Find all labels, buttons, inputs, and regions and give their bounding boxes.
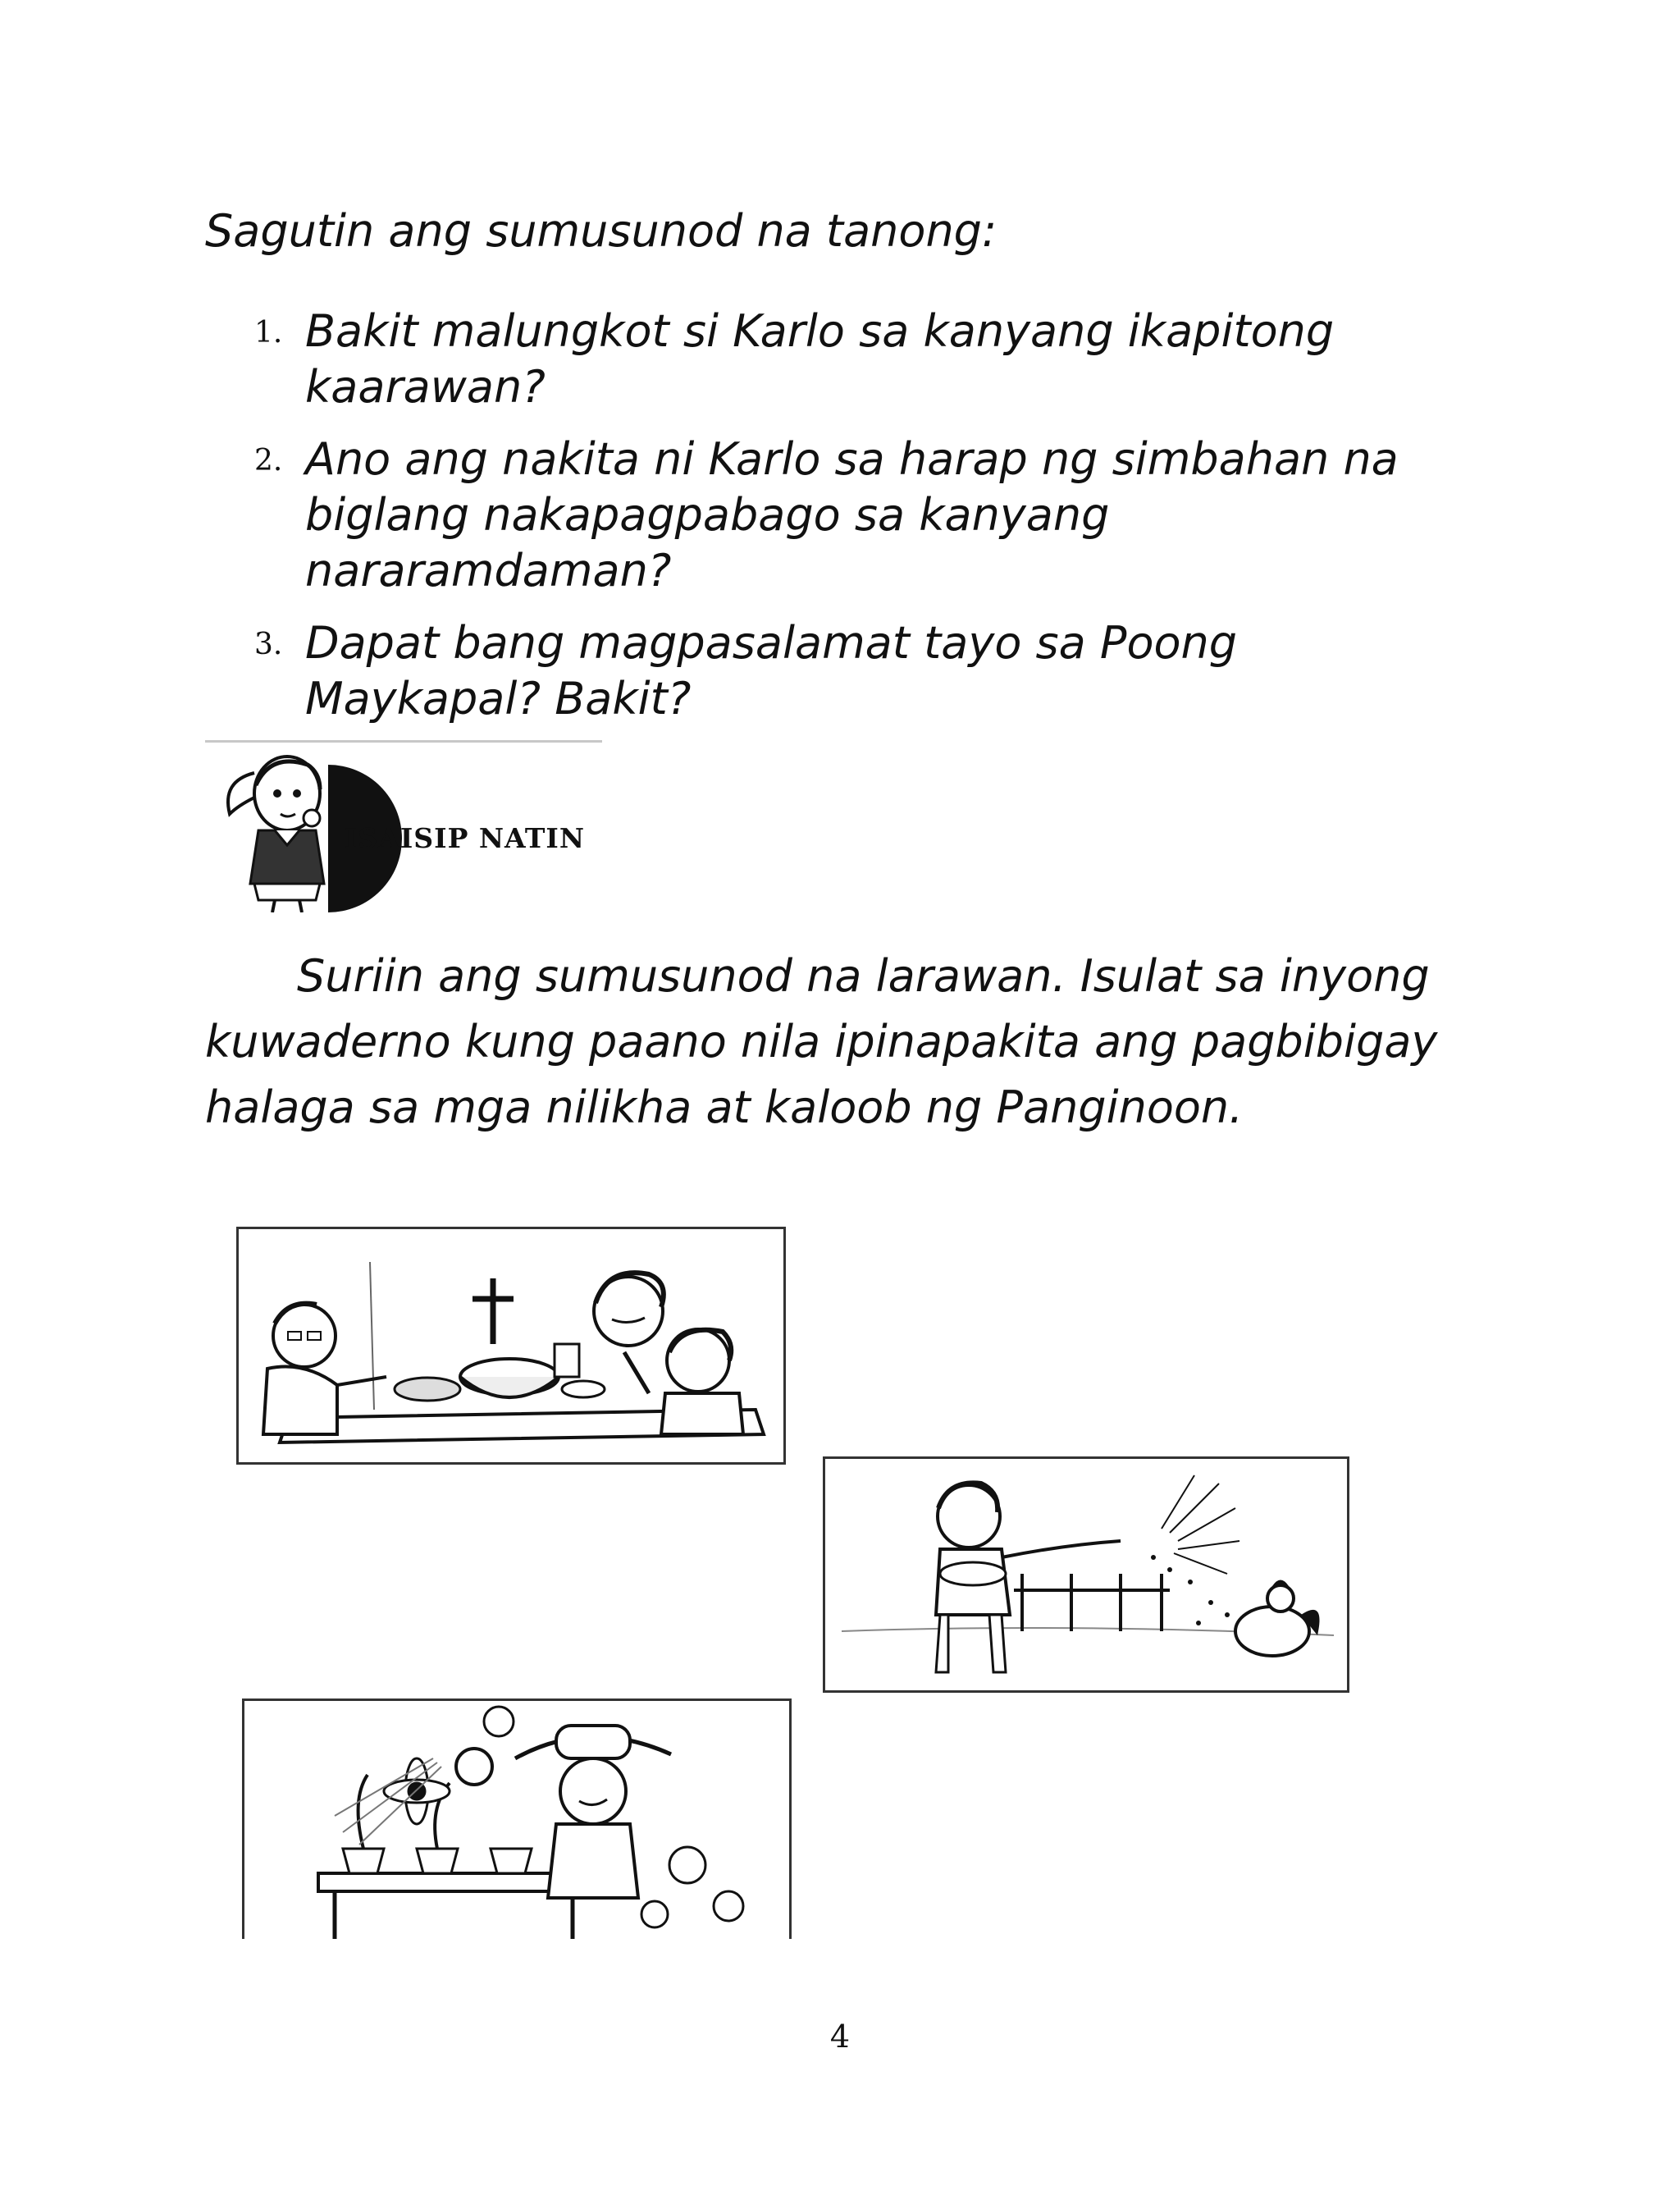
instruction-heading: Sagutin ang sumusunod na tanong:: [205, 205, 998, 257]
question-number: 2.: [254, 444, 283, 478]
question-list: [205, 304, 1436, 743]
question-text: Dapat bang magpasalamat tayo sa Poong Maykapal? Bakit?: [305, 617, 1238, 725]
feeding-chickens-image: [825, 1459, 1347, 1690]
illustration-family-prayer: [236, 1227, 786, 1465]
illustration-watering-plants: [242, 1699, 792, 1939]
page-number: 4: [829, 2019, 851, 2055]
question-text: Bakit malungkot si Karlo sa kanyang ikapitong kaarawan?: [305, 305, 1335, 413]
question-item: [205, 304, 1436, 415]
question-text: Ano ang nakita ni Karlo sa harap ng simbahan na biglang nakapagpabago sa kanyang nararamdaman?: [305, 433, 1399, 597]
section-banner-label: ISAISIP NATIN: [345, 822, 586, 854]
question-item: [205, 615, 1436, 727]
illustration-feeding-chickens: [823, 1456, 1349, 1693]
question-number: 3.: [254, 628, 283, 661]
section-divider: [205, 740, 602, 743]
family-prayer-image: [239, 1229, 783, 1462]
question-item: [205, 432, 1436, 599]
activity-instruction: Suriin ang sumusunod na larawan. Isulat sa inyong kuwaderno kung paano nila ipinapakita ang pagbibigay halaga sa mga nilikha at kaloob ng Panginoon.: [205, 950, 1438, 1133]
watering-plants-image: [244, 1701, 789, 1939]
question-number: 1.: [254, 316, 283, 350]
